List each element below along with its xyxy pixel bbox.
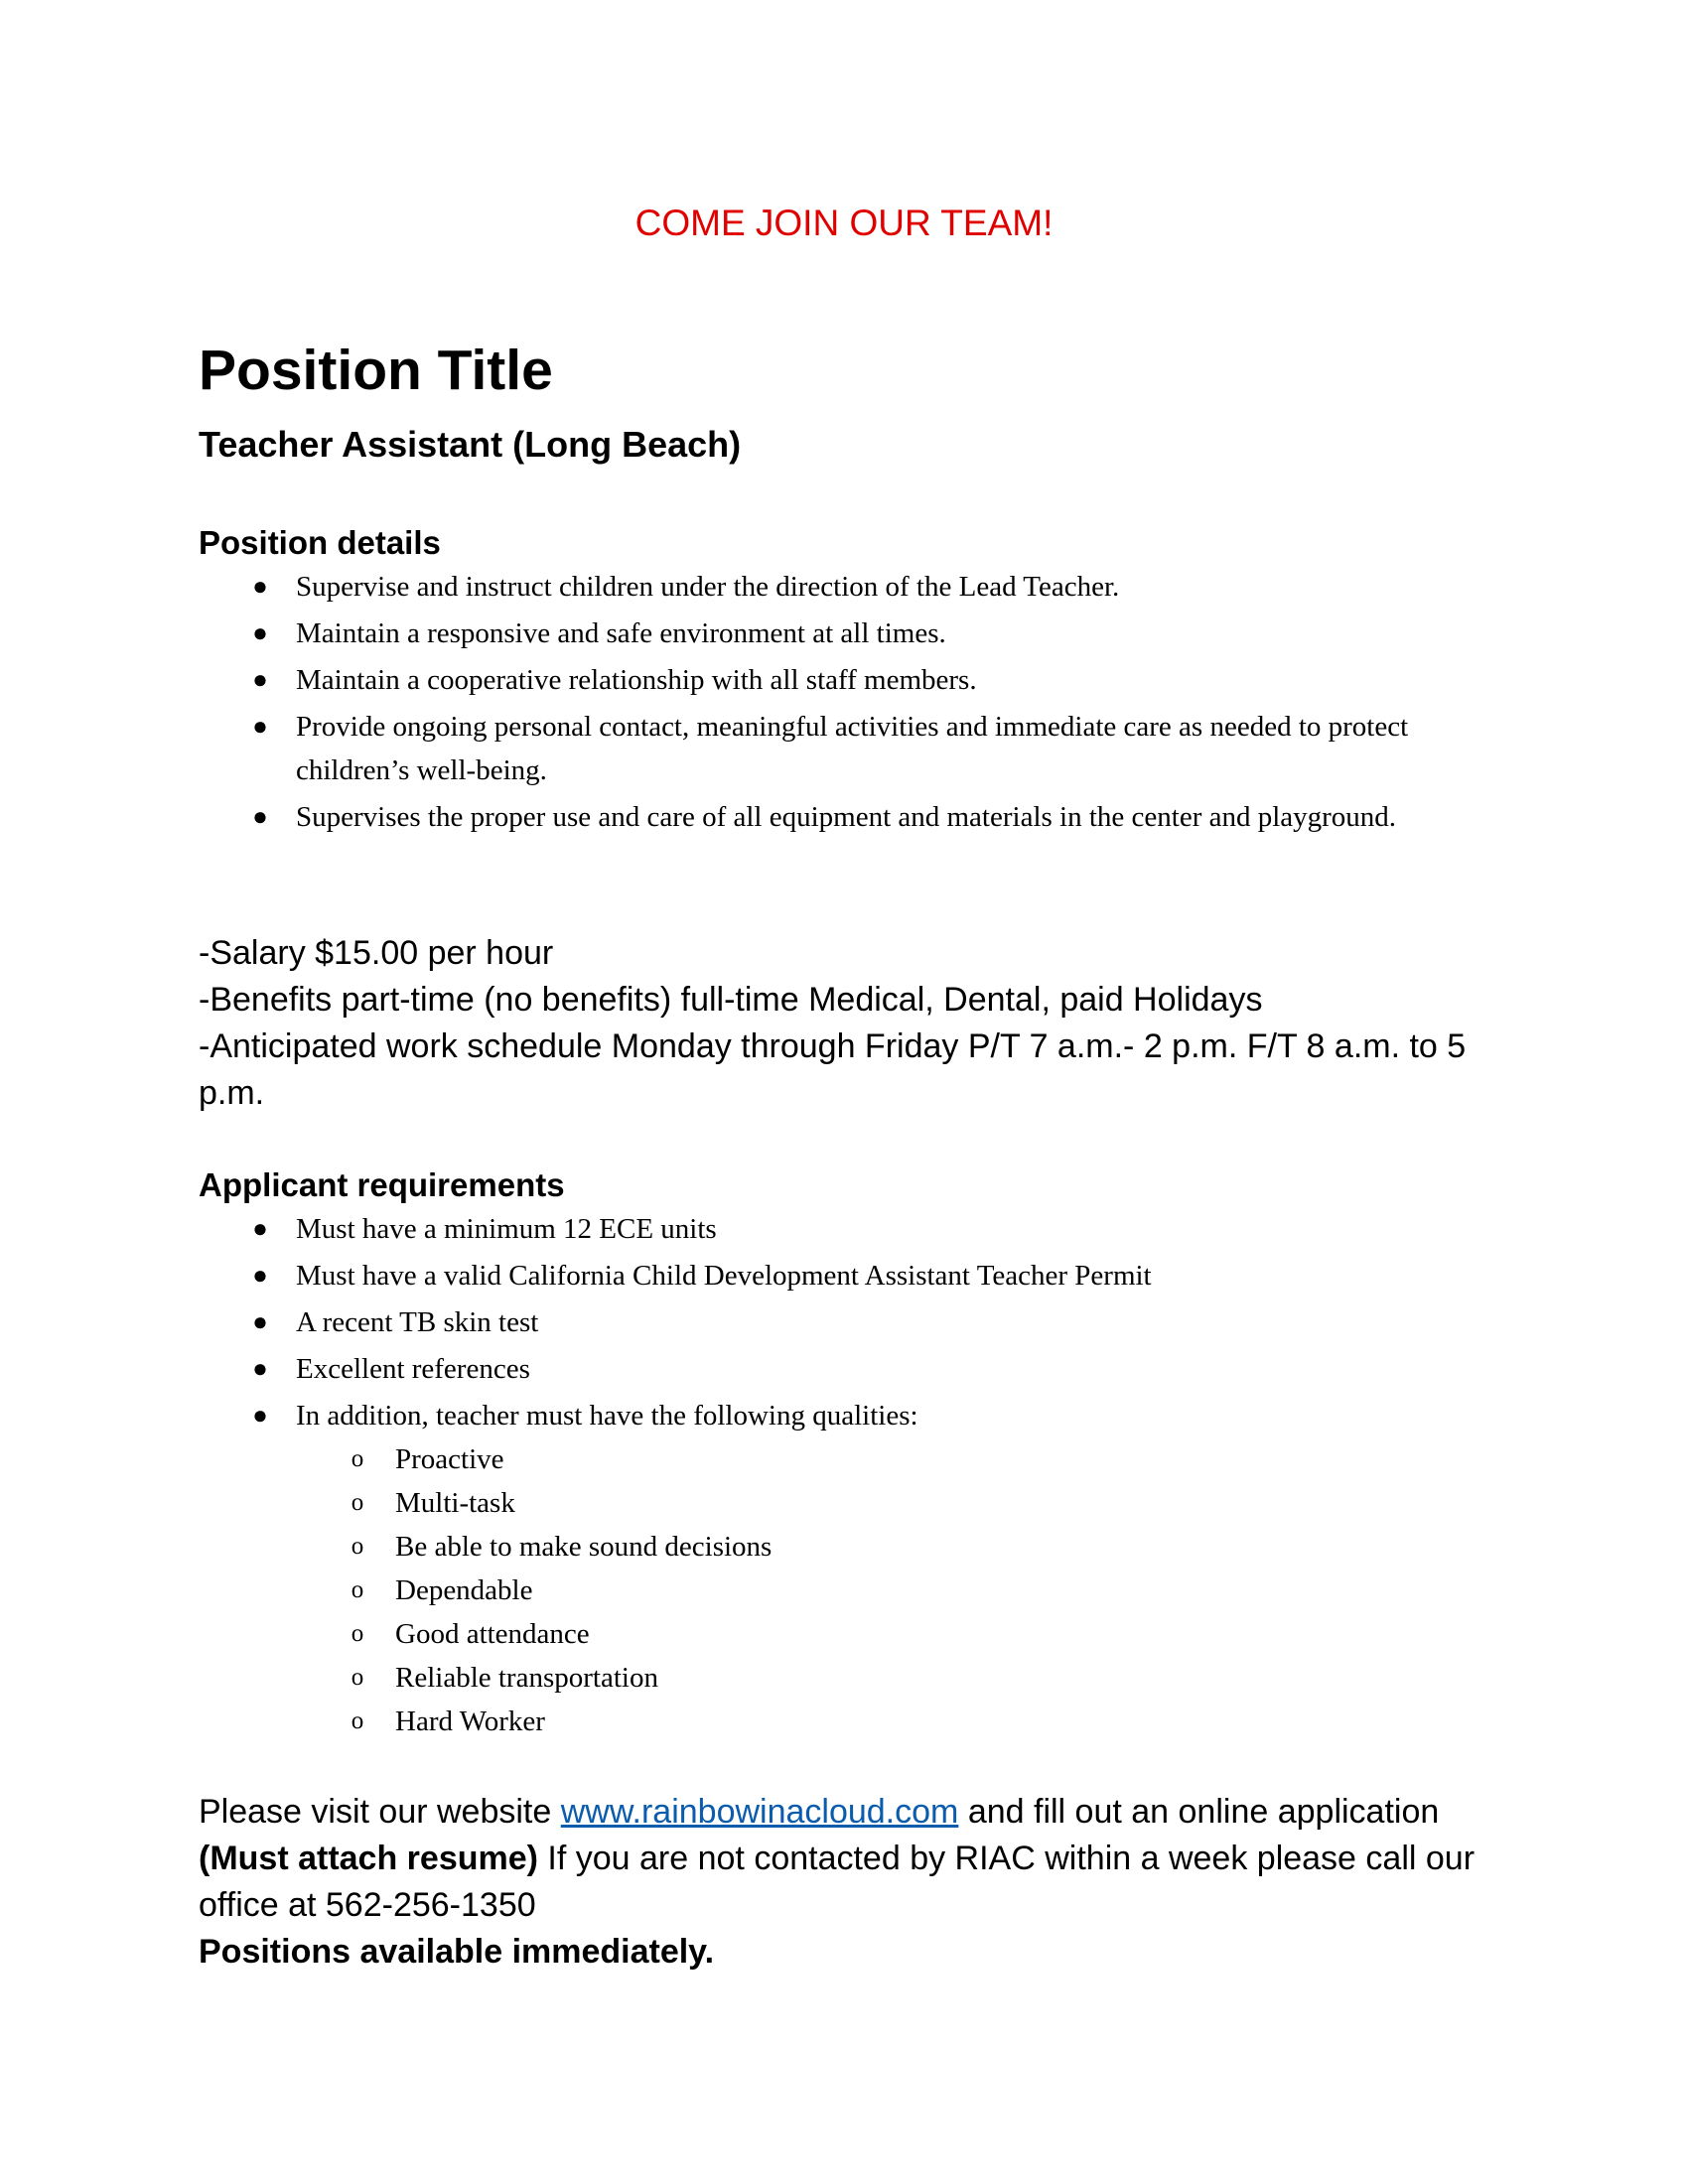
list-item-text: Provide ongoing personal contact, meaningful activities and immediate care as needed to protect children’s well-being. <box>296 711 1409 786</box>
closing-paragraph <box>199 1789 1509 1976</box>
sub-list-item-text: Multi-task <box>395 1487 515 1519</box>
benefits-line: -Benefits part-time (no benefits) full-time Medical, Dental, paid Holidays <box>199 981 1263 1019</box>
bullet-icon: ● <box>252 802 268 831</box>
bullet-icon: ● <box>252 1401 268 1430</box>
list-item-text: A recent TB skin test <box>296 1306 539 1338</box>
sub-list-item <box>351 1612 1517 1656</box>
list-item <box>252 658 1517 702</box>
bullet-icon: ● <box>252 1307 268 1336</box>
sub-list-item <box>351 1481 1517 1525</box>
bullet-icon: ● <box>252 665 268 694</box>
bullet-icon: ● <box>252 572 268 601</box>
list-item <box>252 612 1517 655</box>
sub-list-item <box>351 1569 1517 1612</box>
hollow-bullet-icon: o <box>351 1533 364 1560</box>
contact-text: If you are not contacted by RIAC within a week please call our office at 562-256-1350 <box>199 1840 1476 1924</box>
schedule-line: -Anticipated work schedule Monday through Friday P/T 7 a.m.- 2 p.m. F/T 8 a.m. to 5 p.m. <box>199 1027 1467 1112</box>
bullet-icon: ● <box>252 1214 268 1243</box>
visit-suffix-text: and fill out an online application <box>958 1793 1440 1831</box>
qualities-list <box>296 1437 1517 1743</box>
sub-list-item <box>351 1437 1517 1481</box>
sub-list-item <box>351 1656 1517 1700</box>
hollow-bullet-icon: o <box>351 1707 364 1734</box>
resume-note: (Must attach resume) <box>199 1840 538 1877</box>
application-instructions <box>199 1789 1509 1929</box>
bullet-icon: ● <box>252 1261 268 1290</box>
sub-list-item-text: Proactive <box>395 1443 504 1475</box>
website-link[interactable]: www.rainbowinacloud.com <box>560 1793 959 1831</box>
sub-list-item <box>351 1700 1517 1743</box>
list-item-text: In addition, teacher must have the following qualities: <box>296 1400 918 1432</box>
list-item-text: Maintain a responsive and safe environment at all times. <box>296 617 946 649</box>
bullet-icon: ● <box>252 1354 268 1383</box>
sub-list-item-text: Dependable <box>395 1574 533 1606</box>
position-details-heading: Position details <box>199 524 441 561</box>
list-item <box>252 705 1517 792</box>
list-item-text: Supervises the proper use and care of all equipment and materials in the center and playground. <box>296 801 1397 833</box>
visit-prefix-text: Please visit our website <box>199 1793 561 1831</box>
sub-list-item-text: Good attendance <box>395 1618 590 1650</box>
hollow-bullet-icon: o <box>351 1489 364 1516</box>
headline: COME JOIN OUR TEAM! <box>634 203 1054 243</box>
sub-list-item-text: Hard Worker <box>395 1706 545 1737</box>
list-item-text: Must have a minimum 12 ECE units <box>296 1213 717 1245</box>
availability-note: Positions available immediately. <box>199 1933 715 1971</box>
list-item <box>252 1207 1517 1251</box>
list-item-text: Excellent references <box>296 1353 530 1385</box>
requirements-list <box>252 1207 1517 1746</box>
list-item <box>252 1347 1517 1391</box>
list-item <box>252 795 1517 839</box>
list-item-text: Supervise and instruct children under the direction of the Lead Teacher. <box>296 571 1120 603</box>
hollow-bullet-icon: o <box>351 1664 364 1691</box>
list-item <box>252 1394 1517 1743</box>
position-name: Teacher Assistant (Long Beach) <box>199 424 742 465</box>
compensation-block <box>199 930 1509 1117</box>
salary-line: -Salary $15.00 per hour <box>199 934 554 972</box>
list-item-text: Maintain a cooperative relationship with all staff members. <box>296 664 977 696</box>
applicant-requirements-heading: Applicant requirements <box>199 1166 565 1203</box>
sub-list-item-text: Be able to make sound decisions <box>395 1531 773 1563</box>
list-item <box>252 1300 1517 1344</box>
sub-list-item-text: Reliable transportation <box>395 1662 658 1694</box>
bullet-icon: ● <box>252 712 268 741</box>
hollow-bullet-icon: o <box>351 1445 364 1472</box>
list-item-text: Must have a valid California Child Development Assistant Teacher Permit <box>296 1260 1152 1292</box>
bullet-icon: ● <box>252 618 268 647</box>
hollow-bullet-icon: o <box>351 1576 364 1603</box>
list-item <box>252 1254 1517 1297</box>
list-item <box>252 565 1517 609</box>
hollow-bullet-icon: o <box>351 1620 364 1647</box>
sub-list-item <box>351 1525 1517 1569</box>
page-title: Position Title <box>199 339 553 402</box>
position-details-list <box>252 565 1517 842</box>
